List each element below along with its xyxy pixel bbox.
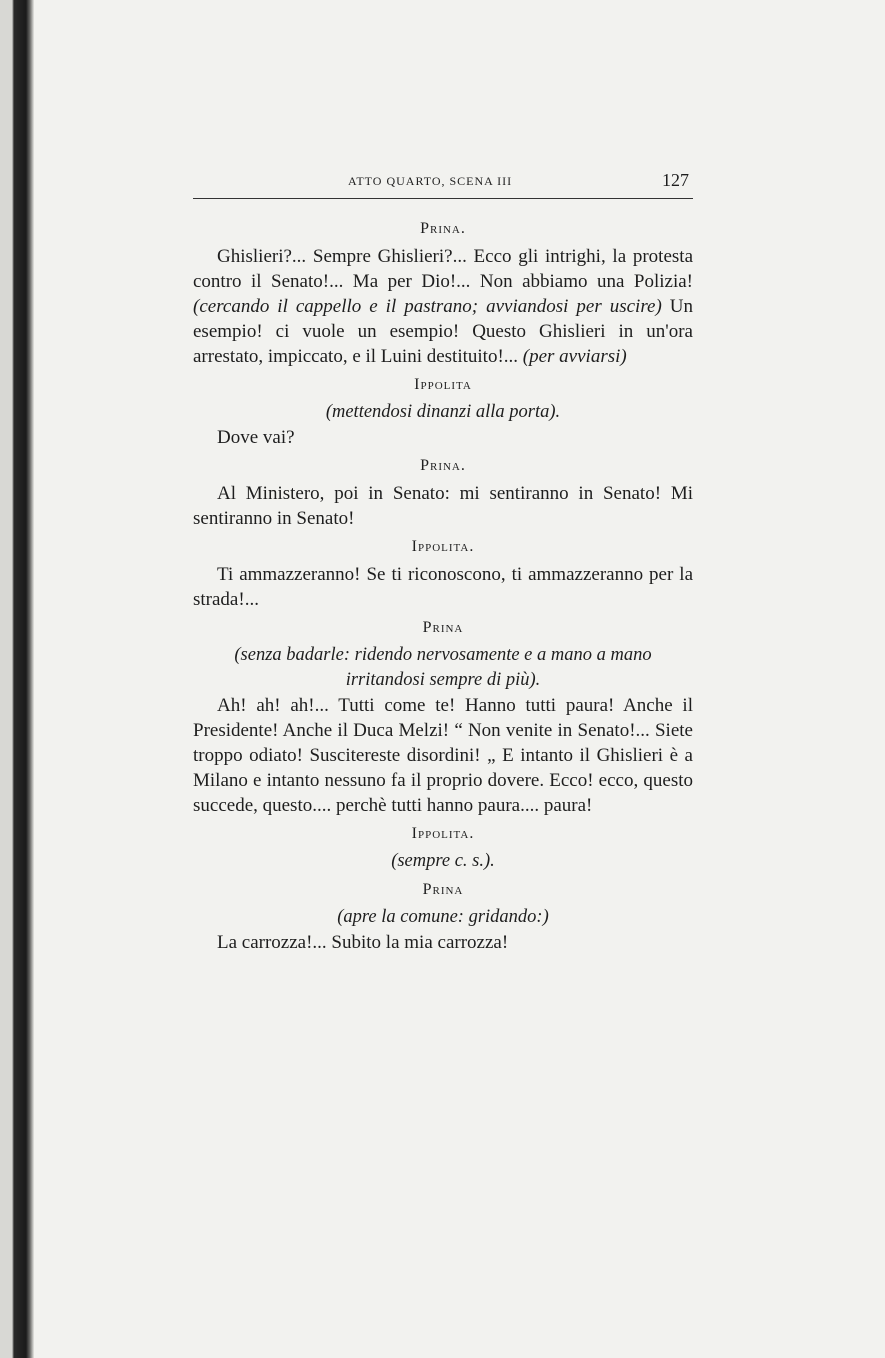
book-spine-shadow: [0, 0, 34, 1358]
stage-direction: (apre la comune: gridando:): [337, 907, 549, 927]
book-page: [193, 168, 693, 955]
speaker-name: Ippolita: [414, 376, 472, 393]
stage-direction-inline: (per avviarsi): [522, 346, 627, 367]
speaker-name: Prina: [422, 619, 464, 636]
speaker-name: Prina: [422, 881, 464, 898]
stage-direction: (senza badarle: ridendo nervosamente e a mano a mano irritandosi sempre di più).: [234, 645, 652, 690]
speaker-name: Prina.: [420, 457, 466, 474]
play-text: [193, 217, 693, 955]
speech-paragraph: Ah! ah! ah!... Tutti come te! Hanno tutti paura! Anche il Presidente! Anche il Duca Melzi! “ Non venite in Senato!... Siete troppo odiato! Suscitereste disordini! „ E intanto il Ghislieri è a Milano e intanto nessuno fa il proprio dovere. Ecco! ecco, questo succede, questo.... perchè tutti hanno paura.... paura!: [193, 695, 693, 816]
stage-direction: (sempre c. s.).: [391, 851, 495, 871]
speech-paragraph: Ti ammazzeranno! Se ti riconoscono, ti ammazzeranno per la strada!...: [193, 564, 693, 610]
running-head: ATTO QUARTO, SCENA III: [348, 174, 513, 188]
speech-paragraph: Al Ministero, poi in Senato: mi sentiranno in Senato! Mi sentiranno in Senato!: [193, 483, 693, 529]
page-number: 127: [662, 170, 689, 190]
page-header: [193, 168, 693, 199]
speech-text: Un esempio! ci vuole un esempio! Questo Ghislieri in un'ora arrestato, impiccato, e il Luini destituito!...: [193, 296, 693, 367]
speech-paragraph: La carrozza!... Subito la mia carrozza!: [217, 932, 509, 953]
speech-paragraph: [193, 244, 693, 369]
speaker-name: Ippolita.: [411, 538, 475, 555]
stage-direction-inline: (cercando il cappello e il pastrano; avviandosi per uscire): [193, 296, 662, 317]
speaker-name: Ippolita.: [411, 825, 475, 842]
stage-direction: (mettendosi dinanzi alla porta).: [325, 402, 561, 422]
speech-text: Ghislieri?... Sempre Ghislieri?... Ecco gli intrighi, la protesta contro il Senato!... Ma per Dio!... Non abbiamo una Polizia!: [193, 246, 693, 292]
speech-paragraph: Dove vai?: [217, 427, 295, 448]
speaker-name: Prina.: [420, 220, 466, 237]
